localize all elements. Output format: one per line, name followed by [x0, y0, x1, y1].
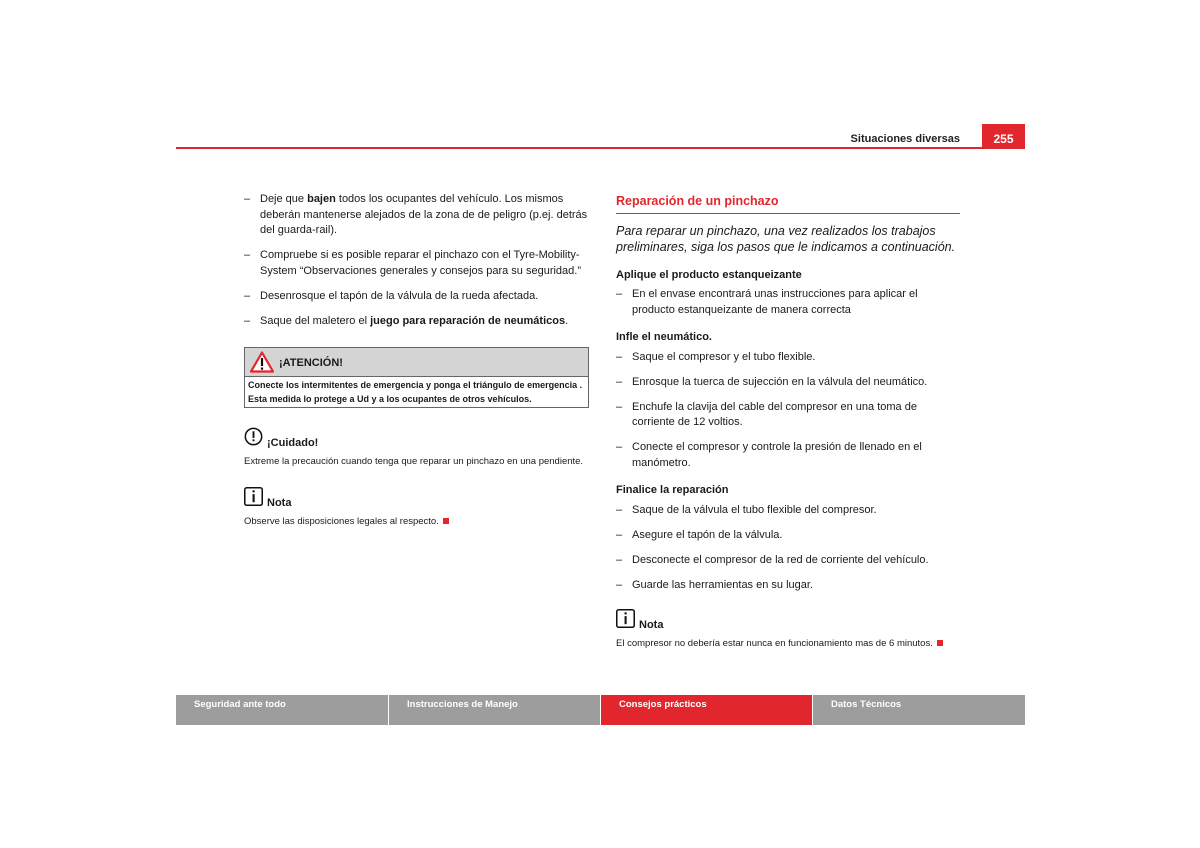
list-item: – Deje que bajen todos los ocupantes del vehículo. Los mismos deberán mantenerse alejados de la zona de de peligro (p.ej. detrás del guarda-rail). [244, 193, 588, 236]
header-rule [176, 147, 1025, 149]
chapter-title: Situaciones diversas [850, 133, 960, 145]
left-column [244, 192, 590, 528]
exclamation-circle-icon [244, 427, 263, 446]
tab-datos[interactable]: Datos Técnicos [813, 695, 1025, 725]
list-item: – Guarde las herramientas en su lugar. [616, 578, 813, 591]
note-block [616, 609, 960, 650]
right-column [616, 192, 960, 650]
note-text: El compresor no debería estar nunca en funcionamiento mas de 6 minutos. [616, 637, 933, 649]
warning-text: Conecte los intermitentes de emergencia y ponga el triángulo de emergencia . Esta medida lo protege a Ud y a los ocupantes de otros vehículos. [248, 380, 583, 404]
end-square-icon [937, 640, 943, 646]
info-icon [616, 609, 635, 628]
warning-header [245, 348, 588, 377]
list-item: – En el envase encontrará unas instrucciones para aplicar el producto estanqueizante de manera correcta [616, 288, 918, 316]
list-item: – Conecte el compresor y controle la presión de llenado en el manómetro. [616, 441, 922, 469]
caution-block [244, 427, 590, 468]
section-title: Reparación de un pinchazo [616, 194, 960, 214]
list-item: – Saque del maletero el juego para reparación de neumáticos. [244, 314, 569, 327]
list-item: – Compruebe si es posible reparar el pinchazo con el Tyre-Mobility-System “Observaciones generales y consejos para su seguridad.” [244, 249, 581, 277]
warning-triangle-icon [250, 351, 274, 373]
list-item: – Enrosque la tuerca de sujección en la válvula del neumático. [616, 375, 928, 388]
note-text: Observe las disposiciones legales al respecto. [244, 515, 439, 527]
list-item: – Asegure el tapón de la válvula. [616, 528, 783, 541]
step-heading: Finalice la reparación [616, 484, 729, 496]
section-intro: Para reparar un pinchazo, una vez realizados los trabajos preliminares, siga los pasos que le indicamos a continuación. [616, 223, 956, 254]
end-square-icon [443, 518, 449, 524]
list-item: – Saque de la válvula el tubo flexible del compresor. [616, 503, 877, 516]
warning-box [244, 347, 589, 408]
page-number: 255 [982, 124, 1025, 149]
tab-instrucciones[interactable]: Instrucciones de Manejo [389, 695, 600, 725]
note-title: Nota [267, 497, 292, 509]
note-block [244, 487, 590, 528]
list-item: – Desconecte el compresor de la red de corriente del vehículo. [616, 553, 929, 566]
caution-title: ¡Cuidado! [267, 437, 319, 449]
list-item: – Enchufe la clavija del cable del compresor en una toma de corriente de 12 voltios. [616, 400, 917, 428]
info-icon [244, 487, 263, 506]
caution-text: Extreme la precaución cuando tenga que reparar un pinchazo en una pendiente. [244, 455, 584, 467]
step-heading: Infle el neumático. [616, 331, 712, 343]
list-item: – Desenrosque el tapón de la válvula de la rueda afectada. [244, 289, 539, 302]
tab-seguridad[interactable]: Seguridad ante todo [176, 695, 388, 725]
tab-consejos[interactable]: Consejos prácticos [601, 695, 812, 725]
note-title: Nota [639, 619, 664, 631]
list-item: – Saque el compresor y el tubo flexible. [616, 350, 816, 363]
step-heading: Aplique el producto estanqueizante [616, 268, 802, 281]
chapter-nav [176, 695, 1025, 725]
warning-title: ¡ATENCIÓN! [279, 357, 343, 369]
